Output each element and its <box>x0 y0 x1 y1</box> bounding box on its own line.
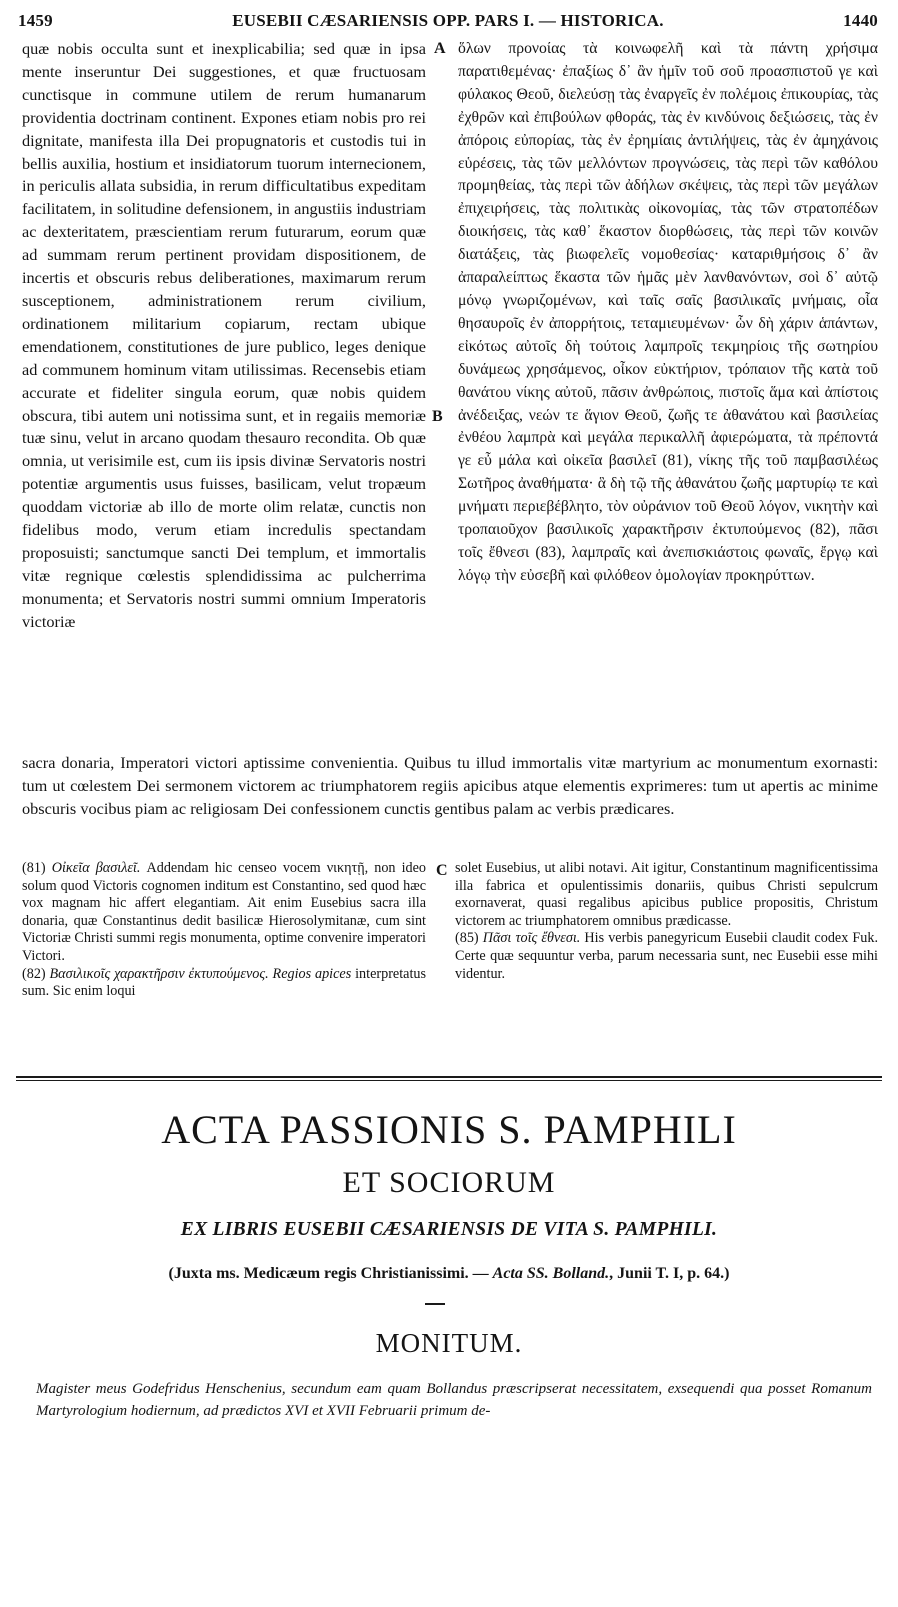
margin-marker-b: B <box>432 408 443 425</box>
footnote-82-text: interpretatus sum. Sic enim loqui <box>22 965 427 1000</box>
running-title: EUSEBII CÆSARIENSIS OPP. PARS I. — HISTORICA. <box>232 11 664 30</box>
page-number-left: 1459 <box>18 11 53 30</box>
margin-marker-a: A <box>434 40 446 57</box>
footnote-82 <box>22 966 426 1001</box>
footnote-85 <box>455 930 878 983</box>
page-number-right: 1440 <box>843 11 878 30</box>
greek-paragraph: ὅλων προνοίας τὰ κοινωφελῆ καὶ τὰ πάντη χρήσιμα παρατιθεμένας· ἐπαξίως δ᾽ ἂν ἡμῖν τοῦ σοῦ προασπιστοῦ γε καὶ φύλακος Θεοῦ, διελεύσῃ τὰς ἐναργεῖς ἐν πολέμοις ἐπικουρίας, τὰς ἐχθρῶν καὶ ἐπιβούλων φθοράς, τὰς ἐν κινδύνοις δεξιώσεις, τὰς ἐν ἀπόροις εὐπορίας, τὰς ἐν ἐρημίαις ἀντιλήψεις, τὰς ἐν ἀμηχάνοις εὑρέσεις, τὰς τῶν μελλόντων προγνώσεις, τὰς περὶ τῶν καθόλου προμηθείας, τὰς περὶ τῶν ἀδήλων σκέψεις, τὰς περὶ τῶν μεγάλων ἐπιχειρήσεις, τὰς πολιτικὰς οἰκονομίας, τὰς τῶν στρατοπέδων διοικήσεις, τὰς καθ᾽ ἕκαστον διορθώσεις, τὰς περὶ τῶν κοινῶν διατάξεις, τὰς βιωφελεῖς νομοθεσίας· καταριθμήσοις δ᾽ ἂν ἀπαραλείπτως ἕκαστα τῶν ἡμᾶς μὲν λανθανόντων, σοὶ δ᾽ αὐτῷ μόνῳ γνωριζομένων, καὶ ταῖς σαῖς βασιλικαῖς μνήμαις, οἷα θησαυροῖς ἐν ἀπορρήτοις, τεταμιευμένων· ὧν δὴ χάριν ἁπάντων, εἰκότως αὐτοῖς δὴ τούτοις λαμπροῖς τεκμηρίοις τῆς σωτηρίου δυνάμεως χρησάμενος, οἶκον εὐκτήριον, τρόπαιον τῆς κατὰ τοῦ θανάτου νίκης αὐτοῦ, πᾶσιν ἀνθρώποις, πιστοῖς ἅμα καὶ ἀπίστοις ἀνέδειξας, νεών τε ἅγιον Θεοῦ, ζωῆς τε ἀθανάτου καὶ βασιλείας ἐνθέου λαμπρὰ καὶ μεγάλα περικαλλῆ ἀφιερώματα, τὰ πρέποντά γε εὖ μάλα καὶ οἰκεῖα βασιλεῖ (81), νίκης τῆς τοῦ παμβασιλέως Σωτῆρος ἀναθήματα· ἃ δὴ τῷ τῆς ἀθανάτου ζωῆς μαρτυρίῳ τε καὶ μνήματι περιεβέβλητο, τὸν οὐράνιον τοῦ Θεοῦ λόγον, νικητὴν καὶ τροπαιοῦχον βασιλικοῖς χαρακτῆρσιν ἐκτυπούμενος (82), πᾶσι τοῖς ἔθνεσι (83), λαμπραῖς καὶ ἀνεπισκιάστοις φωναῖς, ἔργῳ καὶ λόγῳ τὴν εὐσεβῆ καὶ φιλόθεον ὁμολογίαν προκηρύττων. <box>458 40 878 584</box>
section-title: ACTA PASSIONIS S. PAMPHILI <box>161 1107 737 1152</box>
full-width-paragraph: sacra donaria, Imperatori victori aptissime convenientia. Quibus tu illud immortalis vitæ martyrium ac monumentum exornasti: tum ut cœlestem Dei sermonem victorem ac triumphatorem regiis apicibus atque elementis exprimeres: tum ut apertis ac minime obscuris vocibus piam ac religiosam Dei confessionem cunctis gentibus palam ac verbis prædicares. <box>22 753 878 818</box>
footnote-85-label: (85) <box>455 930 479 947</box>
footnote-81-label: (81) <box>22 860 46 876</box>
monitum-paragraph: Magister meus Godefridus Henschenius, secundum eam quam Bollandus præscripserat necessitatem, exsequendi qua posset Romanum Martyrologium hodiernum, ad prædictos XVI et XVII Februarii primum de- <box>36 1381 872 1419</box>
footnote-82-lemma: Βασιλικοῖς χαρακτῆρσιν ἐκτυπούμενος. <box>49 965 269 982</box>
footnote-85-lemma: Πᾶσι τοῖς ἔθνεσι. <box>482 930 581 947</box>
source-note-start: (Juxta ms. Medicæum regis Christianissimi. — <box>168 1265 493 1282</box>
footnote-82-continued: solet Eusebius, ut alibi notavi. Ait igitur, Constantinum magnificentissima illa fabrica et opulentissimis donariis, quibus Christi sepulcrum exornaverat, quasi regalibus apicibus publice propositis, Christum victorem ac triumphatorem omnibus prædicasse. <box>455 860 878 929</box>
footnote-81-text: Addendam hic censeo vocem νικητῇ, non ideo solum quod Victoris cognomen inditum est Constantino, sed quod hæc vox magnam hic affert elegantiam. Ait enim Eusebius sacra illa donaria, quæ Constantinus dedit basilicæ Hierosolymitanæ, cum sint Victoriæ Christi summi regis monumenta, optime convenire imperatori Victori. <box>22 860 426 964</box>
running-header <box>18 6 878 36</box>
footnote-81 <box>22 860 426 966</box>
greek-column <box>458 38 878 588</box>
latin-paragraph: quæ nobis occulta sunt et inexplicabilia; sed quæ in ipsa mente inseruntur Dei suggestiones, et quæ fructuosam cunctisque in commune utilem de rerum humanarum providentia doctrinam continent. Expones etiam nobis pro rei dignitate, manifesta illa Dei propugnatoris et custodis tui in bellis auxilia, hostium et insidiatorum tuorum internecionem, in periculis allata subsidia, in rerum difficultatibus expeditam facilitatem, in solitudine defensionem, in angustiis industriam ac dexteritatem, præscientiam rerum futurarum, eorum quæ ad summam rerum pertinent providam dispositionem, de incertis et obscuris rebus deliberationes, maximarum rerum susceptionem, administrationem rerum civilium, ordinationem militarium copiarum, rectam ubique emendationem, constitutiones de jure publico, leges denique ad communem hominum vitam utilissimas. Recensebis etiam accurate et fideliter singula eorum, quæ nobis quidem obscura, tibi autem uni notissima sunt, et in regaiis memoriæ tuæ sinu, velut in arcano quodam thesauro recondita. Ob quæ omnia, ut verisimile est, cum iis ipsis divinæ Servatoris nostri potentiæ argumentis usus fuisses, basilicam, velut tropæum quoddam victoriæ ab illo de morte olim relatæ, cunctis non fidelibus modo, verum etiam incredulis spectandam proposuisti; sanctumque sancti Dei templum, et immortalis vitæ regnique cœlestis splendidissima ac pulcherrima monumenta; et Servatoris nostri summi omnium Imperatoris victoriæ <box>22 39 426 631</box>
short-rule <box>425 1303 445 1305</box>
section-source: EX LIBRIS EUSEBII CÆSARIENSIS DE VITA S. PAMPHILI. <box>180 1219 718 1240</box>
footnote-81-lemma: Οἰκεῖα βασιλεῖ. <box>51 860 141 876</box>
footnote-82-italic: Regios apices <box>272 965 352 982</box>
footnotes-right <box>455 860 878 983</box>
section-subtitle: ET SOCIORUM <box>342 1166 556 1199</box>
monitum-heading: MONITUM. <box>375 1328 523 1358</box>
section-source-note <box>0 1265 898 1283</box>
section-divider-thick <box>16 1076 882 1078</box>
footnotes-left <box>22 860 426 1001</box>
section-divider-thin <box>16 1080 882 1081</box>
latin-column <box>22 38 426 634</box>
margin-marker-c: C <box>436 862 448 879</box>
footnote-85-text: His verbis panegyricum Eusebii claudit codex Fuk. Certe quæ sequuntur verba, parum necessaria sunt, nec Eusebii esse mihi videntur. <box>455 930 879 982</box>
footnote-82-label: (82) <box>22 965 46 982</box>
source-note-end: , Junii T. I, p. 64.) <box>609 1265 730 1282</box>
source-note-italic: Acta SS. Bolland. <box>492 1265 610 1282</box>
